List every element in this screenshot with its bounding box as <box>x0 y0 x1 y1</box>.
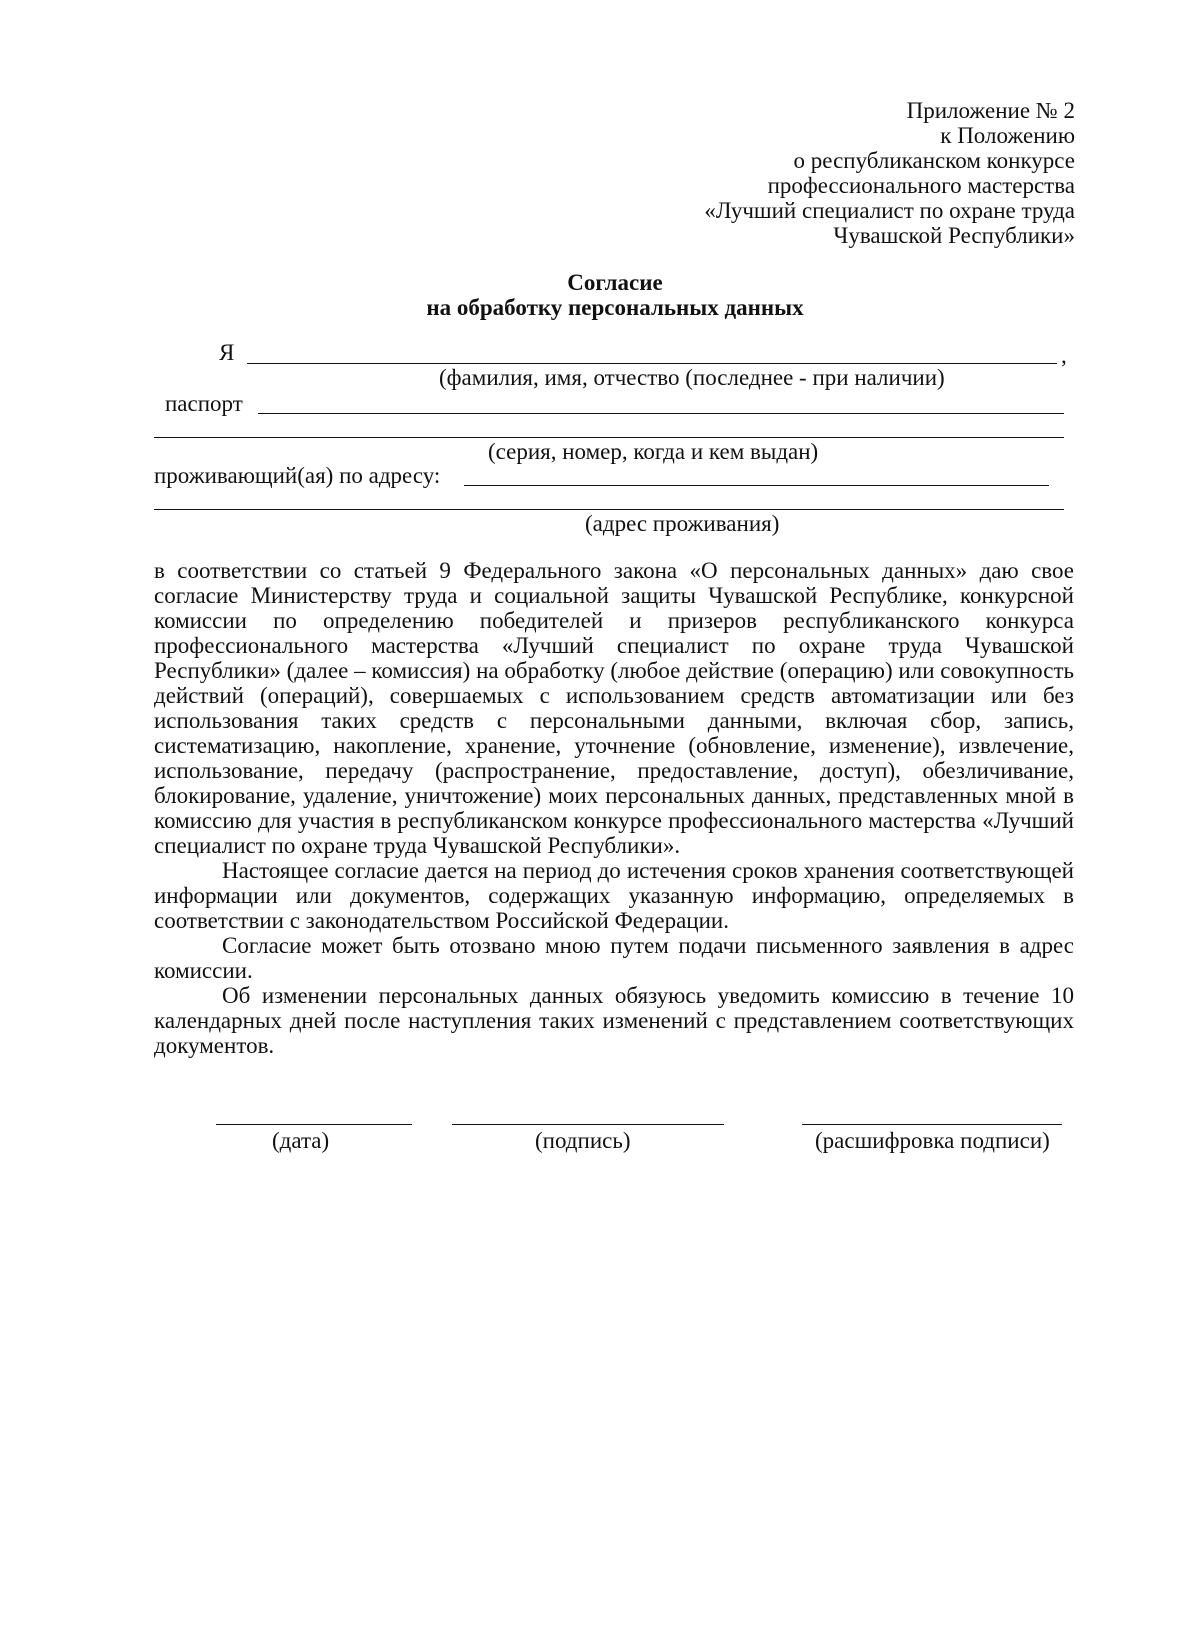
appendix-line: о республиканском конкурсе <box>793 148 1075 173</box>
signature-decode-label: (расшифровка подписи) <box>815 1128 1050 1153</box>
address-label: проживающий(ая) по адресу: <box>154 463 441 488</box>
title-line-2: на обработку персональных данных <box>426 295 804 320</box>
address-field-line-2[interactable] <box>154 509 1064 510</box>
consent-body <box>154 558 1074 1058</box>
signature-label: (подпись) <box>535 1128 631 1153</box>
name-hint: (фамилия, имя, отчество (последнее - при наличии) <box>439 365 945 390</box>
passport-field-line-2[interactable] <box>154 437 1064 438</box>
appendix-header <box>515 98 1075 248</box>
appendix-line: к Положению <box>940 123 1075 148</box>
address-hint: (адрес проживания) <box>585 511 780 536</box>
consent-paragraph: Настоящее согласие дается на период до истечения сроков хранения соответствующей информации или документов, содержащих указанную информацию, определяемых в соответствии с законодательством Российской Федерации. <box>154 858 1074 933</box>
address-field-line[interactable] <box>464 485 1049 486</box>
consent-paragraph: Об изменении персональных данных обязуюсь уведомить комиссию в течение 10 календарных дней после наступления таких изменений с представлением соответствующих документов. <box>154 983 1074 1058</box>
consent-paragraph: Согласие может быть отозвано мною путем подачи письменного заявления в адрес комиссии. <box>154 933 1074 983</box>
document-title <box>0 270 1200 320</box>
passport-hint: (серия, номер, когда и кем выдан) <box>488 439 819 464</box>
appendix-line: Приложение № 2 <box>906 98 1075 123</box>
passport-field-line[interactable] <box>258 413 1064 414</box>
name-suffix: , <box>1061 343 1067 368</box>
signature-decode-field-line[interactable] <box>802 1124 1062 1125</box>
signature-field-line[interactable] <box>452 1124 724 1125</box>
date-field-line[interactable] <box>216 1124 412 1125</box>
appendix-line: «Лучший специалист по охране труда <box>704 198 1075 223</box>
appendix-line: Чувашской Республики» <box>833 223 1075 248</box>
name-field-line[interactable] <box>247 363 1057 364</box>
passport-label: паспорт <box>165 391 243 416</box>
date-label: (дата) <box>272 1128 330 1153</box>
appendix-line: профессионального мастерства <box>767 173 1075 198</box>
title-line-1: Согласие <box>567 270 663 295</box>
consent-paragraph: в соответствии со статьей 9 Федерального закона «О персональных данных» даю свое согласие Министерству труда и социальной защиты Чувашской Республике, конкурсной комиссии по определению победителей и призеров республиканского конкурса профессионального мастерства «Лучший специалист по охране труда Чувашской Республики» (далее – комиссия) на обработку (любое действие (операцию) или совокупность действий (операций), совершаемых с использованием средств автоматизации или без использования таких средств с персональными данными, включая сбор, запись, систематизацию, накопление, хранение, уточнение (обновление, изменение), извлечение, использование, передачу (распространение, предоставление, доступ), обезличивание, блокирование, удаление, уничтожение) моих персональных данных, представленных мной в комиссию для участия в республиканском конкурсе профессионального мастерства «Лучший специалист по охране труда Чувашской Республики». <box>154 558 1074 858</box>
name-prefix: Я <box>219 340 235 365</box>
